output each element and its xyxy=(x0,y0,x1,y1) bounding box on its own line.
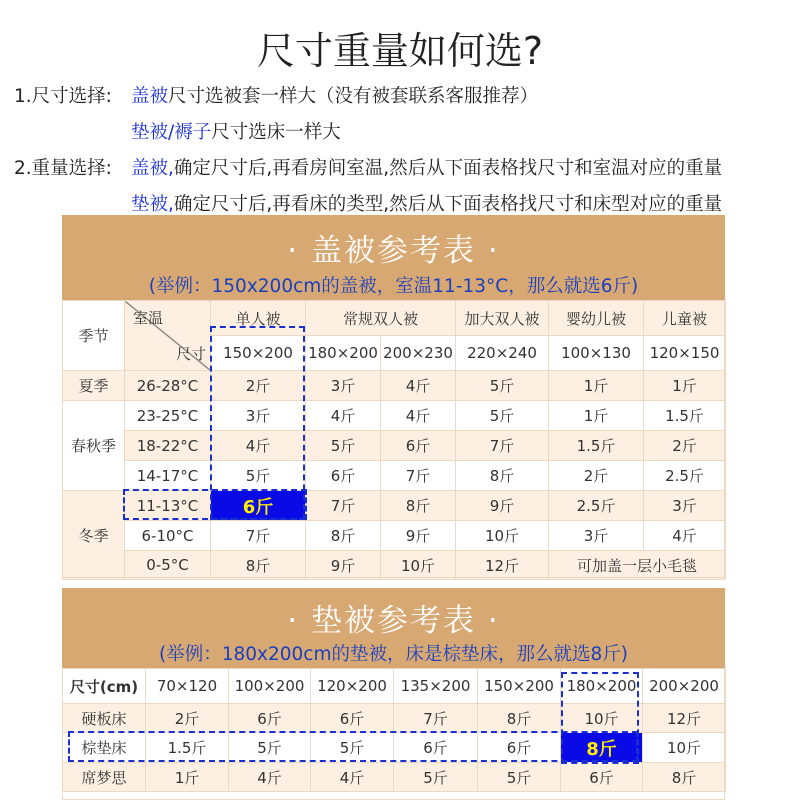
page-title: 尺寸重量如何选? xyxy=(256,29,544,73)
weight-cell: 12斤 xyxy=(643,704,726,733)
weight-cell: 5斤 xyxy=(311,733,394,763)
weight-cell: 10斤 xyxy=(561,704,643,733)
bed-type-cell: 硬板床 xyxy=(63,704,146,733)
weight-cell: 6斤 xyxy=(478,733,561,763)
season-header: 季节 xyxy=(63,301,125,371)
quilt-table-example: (举例：150x200cm的盖被，室温11-13°C，那么就选6斤) xyxy=(148,276,639,297)
temp-cell: 11-13°C xyxy=(125,491,211,521)
weight-cell: 1斤 xyxy=(644,371,726,401)
weight-cell: 5斤 xyxy=(306,431,381,461)
type-header: 婴幼儿被 xyxy=(549,301,644,336)
weight-cell: 10斤 xyxy=(456,521,549,551)
bed-type-cell: 席梦思 xyxy=(63,763,146,792)
weight-cell: 1.5斤 xyxy=(146,733,229,763)
size-header: 120×200 xyxy=(311,669,394,704)
temp-cell: 23-25°C xyxy=(125,401,211,431)
type-header: 常规双人被 xyxy=(306,301,456,336)
instruction-text: 确定尺寸后,再看房间室温,然后从下面表格找尺寸和室温对应的重量 xyxy=(173,158,723,179)
weight-cell: 4斤 xyxy=(381,401,456,431)
temp-cell: 0-5°C xyxy=(125,551,211,580)
note-cell: 可加盖一层小毛毯 xyxy=(549,551,726,580)
mattress-table-title: · 垫被参考表 · xyxy=(287,603,500,639)
temp-cell: 14-17°C xyxy=(125,461,211,491)
weight-cell: 6斤 xyxy=(306,461,381,491)
weight-cell: 12斤 xyxy=(456,551,549,580)
weight-cell: 10斤 xyxy=(643,733,726,763)
mattress-table-example: (举例：180x200cm的垫被，床是棕垫床，那么就选8斤) xyxy=(159,644,628,665)
weight-cell: 3斤 xyxy=(644,491,726,521)
temp-cell: 26-28°C xyxy=(125,371,211,401)
weight-cell: 2斤 xyxy=(146,704,229,733)
weight-cell: 10斤 xyxy=(381,551,456,580)
keyword: 垫被, xyxy=(131,194,174,215)
size-header: 尺寸 xyxy=(175,345,206,363)
weight-cell: 1斤 xyxy=(549,371,644,401)
weight-cell: 6斤 xyxy=(229,704,311,733)
size-header: 200×230 xyxy=(381,336,456,371)
weight-cell: 7斤 xyxy=(381,461,456,491)
type-header: 加大双人被 xyxy=(456,301,549,336)
weight-cell: 1斤 xyxy=(146,763,229,792)
weight-cell: 4斤 xyxy=(229,763,311,792)
weight-cell: 6斤 xyxy=(381,431,456,461)
weight-cell: 7斤 xyxy=(456,431,549,461)
weight-cell: 5斤 xyxy=(478,763,561,792)
size-header: 尺寸(cm) xyxy=(63,669,146,704)
size-header: 150×200 xyxy=(478,669,561,704)
table-row xyxy=(63,733,726,763)
size-header: 220×240 xyxy=(456,336,549,371)
table-row xyxy=(63,521,726,551)
instruction-text: 尺寸选床一样大 xyxy=(211,122,341,143)
table-row xyxy=(63,551,726,580)
weight-cell: 5斤 xyxy=(211,461,306,491)
weight-cell: 6斤 xyxy=(394,733,478,763)
size-header: 200×200 xyxy=(643,669,726,704)
weight-cell: 5斤 xyxy=(456,401,549,431)
weight-cell: 8斤 xyxy=(306,521,381,551)
weight-cell: 2斤 xyxy=(549,461,644,491)
weight-cell: 4斤 xyxy=(311,763,394,792)
quilt-table-header xyxy=(62,215,725,300)
season-cell: 冬季 xyxy=(63,491,125,580)
instruction-text: 尺寸选被套一样大（没有被套联系客服推荐） xyxy=(168,86,539,107)
size-header: 70×120 xyxy=(146,669,229,704)
weight-cell: 3斤 xyxy=(306,371,381,401)
table-row xyxy=(63,491,726,521)
weight-cell: 6斤 xyxy=(211,491,306,521)
weight-cell: 3斤 xyxy=(549,521,644,551)
weight-cell: 9斤 xyxy=(306,551,381,580)
weight-cell: 1.5斤 xyxy=(644,401,726,431)
keyword: 盖被, xyxy=(131,158,174,179)
weight-cell: 8斤 xyxy=(211,551,306,580)
weight-cell: 2.5斤 xyxy=(549,491,644,521)
weight-cell: 4斤 xyxy=(306,401,381,431)
instruction-text: 确定尺寸后,再看床的类型,然后从下面表格找尺寸和床型对应的重量 xyxy=(173,194,723,215)
table-row xyxy=(63,371,726,401)
weight-cell: 4斤 xyxy=(381,371,456,401)
weight-cell: 2.5斤 xyxy=(644,461,726,491)
weight-cell: 1.5斤 xyxy=(549,431,644,461)
keyword: 垫被/褥子 xyxy=(131,122,212,143)
weight-cell: 8斤 xyxy=(381,491,456,521)
table-row xyxy=(63,461,726,491)
weight-cell: 5斤 xyxy=(456,371,549,401)
mattress-table xyxy=(62,668,726,792)
weight-cell: 4斤 xyxy=(644,521,726,551)
temp-header: 室温 xyxy=(133,309,164,327)
instruction-label: 1.尺寸选择: xyxy=(14,86,112,107)
weight-cell: 9斤 xyxy=(381,521,456,551)
weight-cell: 5斤 xyxy=(394,763,478,792)
weight-cell: 2斤 xyxy=(211,371,306,401)
bed-type-cell: 棕垫床 xyxy=(63,733,146,763)
temp-cell: 18-22°C xyxy=(125,431,211,461)
weight-cell: 3斤 xyxy=(211,401,306,431)
table-row xyxy=(63,401,726,431)
type-header: 单人被 xyxy=(211,301,306,336)
size-header: 120×150 xyxy=(644,336,726,371)
weight-cell: 2斤 xyxy=(644,431,726,461)
weight-cell: 7斤 xyxy=(394,704,478,733)
weight-cell: 7斤 xyxy=(306,491,381,521)
weight-cell: 6斤 xyxy=(311,704,394,733)
size-header: 180×200 xyxy=(306,336,381,371)
weight-cell: 4斤 xyxy=(211,431,306,461)
weight-cell: 6斤 xyxy=(561,763,643,792)
weight-cell: 8斤 xyxy=(456,461,549,491)
temp-cell: 6-10°C xyxy=(125,521,211,551)
size-header: 100×200 xyxy=(229,669,311,704)
size-header: 135×200 xyxy=(394,669,478,704)
keyword: 盖被 xyxy=(131,86,169,107)
table-row xyxy=(63,431,726,461)
season-cell: 夏季 xyxy=(63,371,125,401)
instruction-label: 2.重量选择: xyxy=(14,158,112,179)
size-header: 150×200 xyxy=(211,336,306,371)
weight-cell: 8斤 xyxy=(643,763,726,792)
weight-cell: 9斤 xyxy=(456,491,549,521)
weight-cell: 1斤 xyxy=(549,401,644,431)
size-header: 180×200 xyxy=(561,669,643,704)
type-header: 儿童被 xyxy=(644,301,726,336)
season-cell: 春秋季 xyxy=(63,401,125,491)
temp-size-header xyxy=(125,301,211,371)
weight-cell: 7斤 xyxy=(211,521,306,551)
weight-cell: 8斤 xyxy=(478,704,561,733)
size-header: 100×130 xyxy=(549,336,644,371)
quilt-table-title: · 盖被参考表 · xyxy=(287,233,500,269)
table-row xyxy=(63,763,726,792)
mattress-table-header xyxy=(62,588,725,668)
weight-cell: 5斤 xyxy=(229,733,311,763)
table-row xyxy=(63,704,726,733)
quilt-table xyxy=(62,300,726,580)
weight-cell: 8斤 xyxy=(561,733,643,763)
